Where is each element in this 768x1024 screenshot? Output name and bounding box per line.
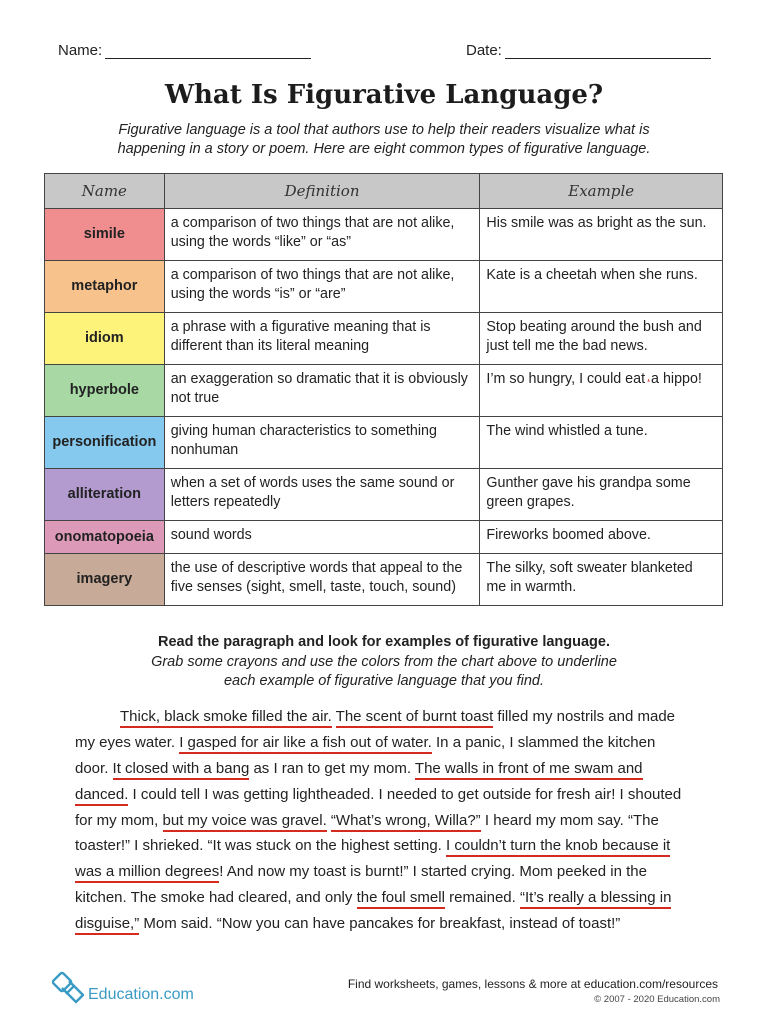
paragraph-line (75, 887, 695, 913)
underlined-phrase: I gasped for air like a fish out of water. (179, 734, 432, 754)
name-field[interactable] (58, 42, 311, 59)
row-definition: a comparison of two things that are not alike, using the words “is” or “are” (164, 261, 480, 313)
example-text-after: a hippo! (651, 371, 702, 387)
row-name: personification (45, 417, 165, 469)
plain-text: toaster!” I shrieked. “It was stuck on the highest setting. (75, 837, 447, 855)
instructions-text: Grab some crayons and use the colors from the chart above to underline each example of figurative language that you find. (151, 654, 617, 689)
plain-text: as I ran to get my mom. (249, 759, 415, 777)
paragraph-line (75, 706, 695, 732)
row-example: Fireworks boomed above. (480, 521, 723, 554)
row-name: onomatopoeia (45, 521, 165, 554)
underlined-phrase: disguise,” (75, 915, 139, 935)
header-example: Example (480, 174, 723, 209)
instructions-heading: Read the paragraph and look for examples of figurative language. (157, 634, 610, 650)
intro-text: Figurative language is a tool that authors use to help their readers visualize what is happening in a story or poem. Here are eight common types of figurative language. (117, 122, 651, 157)
footer-tagline: Find worksheets, games, lessons & more at education.com/resources (347, 977, 718, 991)
row-example: The silky, soft sweater blanketed me in warmth. (480, 554, 723, 606)
plain-text: for my mom, (75, 811, 163, 829)
plain-text: In a panic, I slammed the kitchen (431, 733, 656, 751)
row-name: simile (45, 209, 165, 261)
education-logo-icon[interactable] (52, 968, 86, 1009)
table-row (45, 209, 723, 261)
caret-mark: ˔ (645, 371, 652, 387)
row-name: metaphor (45, 261, 165, 313)
header-name: Name (45, 174, 165, 209)
underlined-phrase: Thick, black smoke filled the air. (120, 708, 332, 728)
row-example: Gunther gave his grandpa some green grapes. (480, 469, 723, 521)
row-example (480, 365, 723, 417)
row-definition: giving human characteristics to something nonhuman (164, 417, 480, 469)
example-text-before: I’m so hungry, I could eat (486, 371, 646, 387)
row-example: Stop beating around the bush and just tell me the bad news. (480, 313, 723, 365)
plain-text: remained. (444, 889, 520, 907)
table-row (45, 365, 723, 417)
paragraph-line (75, 810, 695, 836)
row-definition: the use of descriptive words that appeal to the five senses (sight, smell, taste, touch, sound) (164, 554, 480, 606)
paragraph-line (75, 784, 695, 810)
paragraph-line (75, 732, 695, 758)
row-name: imagery (45, 554, 165, 606)
underlined-phrase: danced. (75, 786, 128, 806)
paragraph-line (75, 835, 695, 861)
footer-copyright: © 2007 - 2020 Education.com (594, 994, 720, 1005)
logo-text[interactable]: Education.com (88, 986, 194, 1003)
plain-text: kitchen. The smoke had cleared, and only (75, 889, 357, 907)
table-row (45, 521, 723, 554)
plain-text: I could tell I was getting lightheaded. I needed to get outside for fresh air! I shouted (128, 785, 682, 803)
plain-text: ! And now my toast is burnt!” I started crying. Mom peeked in the (219, 863, 647, 881)
table-row (45, 417, 723, 469)
plain-text: door. (75, 759, 113, 777)
underlined-phrase: was a million degrees (75, 863, 219, 883)
underlined-phrase: “What’s wrong, Willa?” (331, 812, 481, 832)
paragraph-line (75, 861, 695, 887)
row-example: His smile was as bright as the sun. (480, 209, 723, 261)
row-definition: when a set of words uses the same sound or letters repeatedly (164, 469, 480, 521)
underlined-phrase: I couldn’t turn the knob because it (446, 837, 670, 857)
table-row (45, 469, 723, 521)
date-field[interactable] (466, 42, 711, 59)
plain-text: Mom said. “Now you can have pancakes for breakfast, instead of toast!” (139, 915, 621, 933)
page-title: What Is Figurative Language? (164, 80, 604, 110)
table-header-row (45, 174, 723, 209)
plain-text: my eyes water. (75, 733, 180, 751)
underlined-phrase: but my voice was gravel. (163, 812, 327, 832)
header-definition: Definition (164, 174, 480, 209)
row-example: Kate is a cheetah when she runs. (480, 261, 723, 313)
underlined-phrase: The walls in front of me swam and (415, 760, 643, 780)
row-definition: a phrase with a figurative meaning that is different than its literal meaning (164, 313, 480, 365)
plain-text: I heard my mom say. “The (480, 811, 659, 829)
row-example: The wind whistled a tune. (480, 417, 723, 469)
underlined-phrase: the foul smell (357, 889, 445, 909)
date-label: Date: (466, 42, 502, 59)
row-name: idiom (45, 313, 165, 365)
underlined-phrase: The scent of burnt toast (336, 708, 494, 728)
paragraph-line (75, 758, 695, 784)
paragraph-line (75, 913, 695, 939)
table-row (45, 554, 723, 606)
row-definition: a comparison of two things that are not alike, using the words “like” or “as” (164, 209, 480, 261)
plain-text: filled my nostrils and made (493, 708, 676, 725)
name-line[interactable] (105, 44, 311, 59)
figurative-language-table (44, 173, 723, 606)
row-definition: an exaggeration so dramatic that it is obviously not true (164, 365, 480, 417)
underlined-phrase: It closed with a bang (113, 760, 250, 780)
table-row (45, 313, 723, 365)
row-name: alliteration (45, 469, 165, 521)
date-line[interactable] (505, 44, 711, 59)
table-row (45, 261, 723, 313)
story-paragraph (75, 706, 695, 939)
row-name: hyperbole (45, 365, 165, 417)
name-label: Name: (58, 42, 103, 59)
row-definition: sound words (164, 521, 480, 554)
underlined-phrase: “It’s really a blessing in (520, 889, 671, 909)
